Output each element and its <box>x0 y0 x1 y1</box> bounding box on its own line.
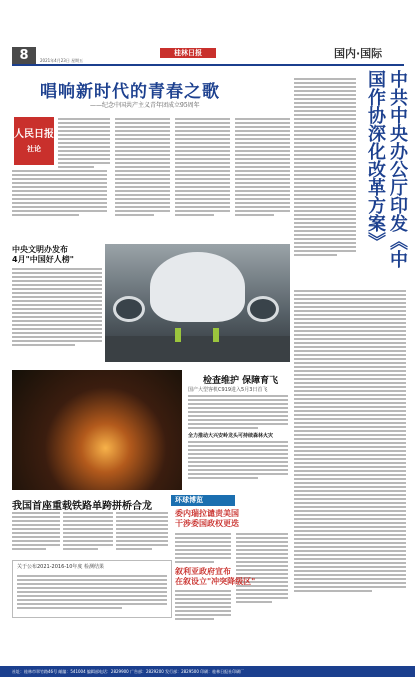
honor-story-body <box>12 268 102 348</box>
lead-headline: 唱响新时代的青春之歌 <box>40 82 220 102</box>
syria-story-headline <box>175 567 255 587</box>
plane-story-headline: 检查维护 保障育飞 <box>203 376 279 386</box>
lead-body-col-4 <box>235 118 290 218</box>
notice-table-rows <box>17 575 167 611</box>
railway-story-body-2 <box>63 512 113 552</box>
syria-headline-line-2: 在叙设立"冲突降级区" <box>175 577 256 586</box>
right-body-col-b <box>294 290 406 594</box>
aircraft-maintenance-photo <box>105 244 290 362</box>
venezuela-headline-line-2: 干涉委国政权更迭 <box>175 519 239 528</box>
people-daily-editorial-logo <box>14 117 54 165</box>
masthead-logo: 桂林日报 <box>160 48 216 58</box>
plane-story-subhead: 国产大型客机C919进入5月3日首飞 <box>188 387 268 393</box>
ground-crew-worker <box>213 328 219 342</box>
logo-line-1: 人民日报 <box>14 129 54 140</box>
lead-body-col-1 <box>58 118 110 170</box>
venezuela-headline-line-1: 委内瑞拉谴责美国 <box>175 509 239 518</box>
lead-subtitle: ——纪念中国共产主义青年团成立95周年 <box>90 102 200 109</box>
venezuela-story-headline <box>175 509 239 529</box>
right-body-col-a <box>294 78 356 258</box>
syria-headline-line-1: 叙利亚政府宣布 <box>175 567 231 576</box>
lead-body-col-0 <box>12 170 107 218</box>
page-footer: 社址：桂林市翠竹路46号 邮编：541004 编辑部电话：2829900 广告部：2829200 发行部：2829500 印刷：桂林日报社印刷厂 <box>0 666 415 677</box>
header-rule <box>12 64 404 66</box>
forest-story-headline: 全力推动大兴安岭龙头可持续森林火灾 <box>188 433 274 439</box>
wet-tarmac <box>105 336 290 362</box>
railway-story-body-1 <box>12 512 60 552</box>
forest-story-body <box>188 441 288 481</box>
notice-table <box>12 560 172 618</box>
aircraft-fuselage <box>150 252 245 322</box>
right-lead-headline: 中共中央办公厅印发《中国作协深化改革方案》 <box>365 70 408 268</box>
section-title: 国内·国际 <box>334 47 383 60</box>
page-number: 8 <box>12 47 36 65</box>
railway-story-body-3 <box>116 512 168 552</box>
lead-body-col-2 <box>115 118 170 218</box>
issue-date: 2021年4月23日 星期五 <box>40 58 84 63</box>
logo-line-2: 社论 <box>27 144 41 153</box>
notice-table-title: 关于公布2021-2016-10年度 检测结果 <box>17 564 105 570</box>
firefighters-night-photo <box>12 370 182 490</box>
syria-story-body <box>175 590 231 622</box>
aircraft-engine-right <box>247 296 279 322</box>
honor-story-headline: 中央文明办发布 <box>12 245 68 254</box>
plane-story-body <box>188 395 288 431</box>
ground-crew-worker <box>175 328 181 342</box>
lead-body-col-3 <box>175 118 230 218</box>
venezuela-story-body <box>175 533 231 565</box>
world-section-tag: 环球博览 <box>171 495 235 506</box>
railway-story-headline: 我国首座重载铁路单跨拼桥合龙 <box>12 501 152 512</box>
honor-story-headline-2: 4月"中国好人榜" <box>12 255 74 264</box>
aircraft-engine-left <box>113 296 145 322</box>
